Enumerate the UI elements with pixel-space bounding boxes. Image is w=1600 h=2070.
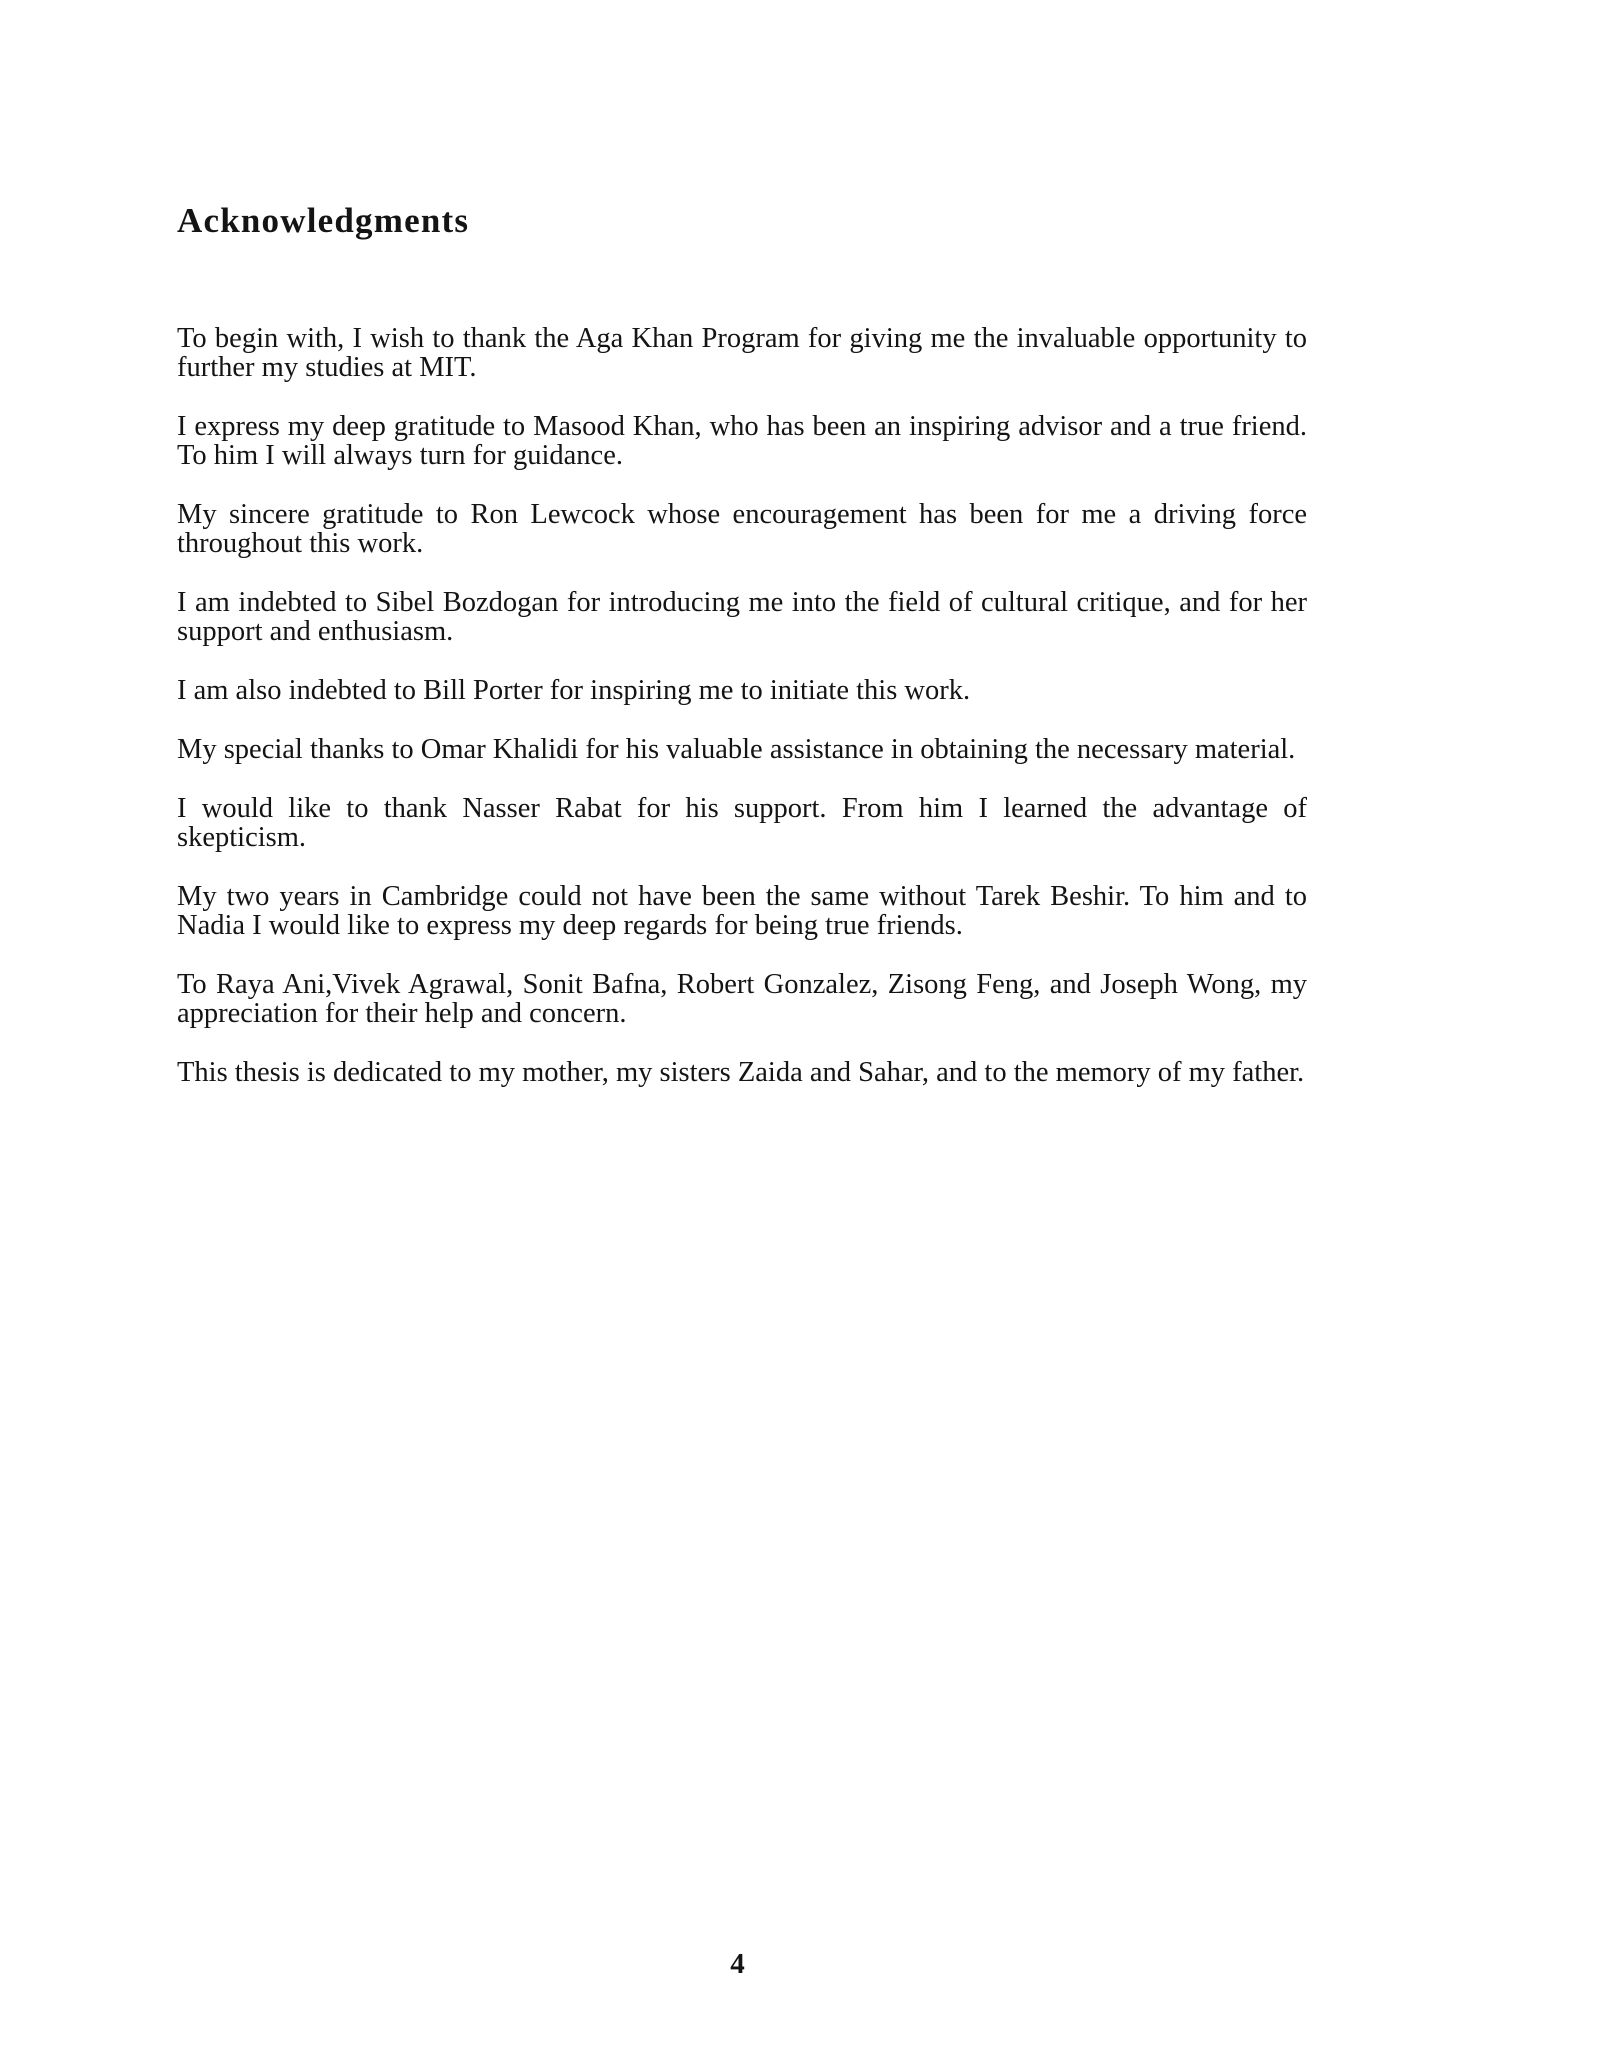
acknowledgments-body: [177, 324, 1307, 1117]
paragraph-bill-porter: I am also indebted to Bill Porter for inspiring me to initiate this work.: [177, 675, 971, 706]
paragraph-sibel-bozdogan: I am indebted to Sibel Bozdogan for introducing me into the field of cultural critique, and for her support and enthusiasm.: [177, 587, 1307, 647]
page-number: 4: [730, 1948, 745, 1980]
paragraph-omar-khalidi: My special thanks to Omar Khalidi for his valuable assistance in obtaining the necessary material.: [177, 734, 1296, 765]
paragraph-ron-lewcock: My sincere gratitude to Ron Lewcock whose encouragement has been for me a driving force throughout this work.: [177, 499, 1307, 559]
paragraph-nasser-rabat: I would like to thank Nasser Rabat for his support. From him I learned the advantage of skepticism.: [177, 793, 1307, 853]
paragraph-aga-khan: To begin with, I wish to thank the Aga Khan Program for giving me the invaluable opportunity to further my studies at MIT.: [177, 323, 1307, 383]
paragraph-dedication: This thesis is dedicated to my mother, my sisters Zaida and Sahar, and to the memory of my father.: [177, 1057, 1305, 1088]
paragraph-masood-khan: I express my deep gratitude to Masood Khan, who has been an inspiring advisor and a true friend. To him I will always turn for guidance.: [177, 411, 1307, 471]
paragraph-tarek-beshir: My two years in Cambridge could not have been the same without Tarek Beshir. To him and to Nadia I would like to express my deep regards for being true friends.: [177, 881, 1307, 941]
paragraph-colleagues: To Raya Ani,Vivek Agrawal, Sonit Bafna, Robert Gonzalez, Zisong Feng, and Joseph Wong, my appreciation for their help and concern.: [177, 969, 1307, 1029]
page-title: Acknowledgments: [177, 201, 470, 240]
